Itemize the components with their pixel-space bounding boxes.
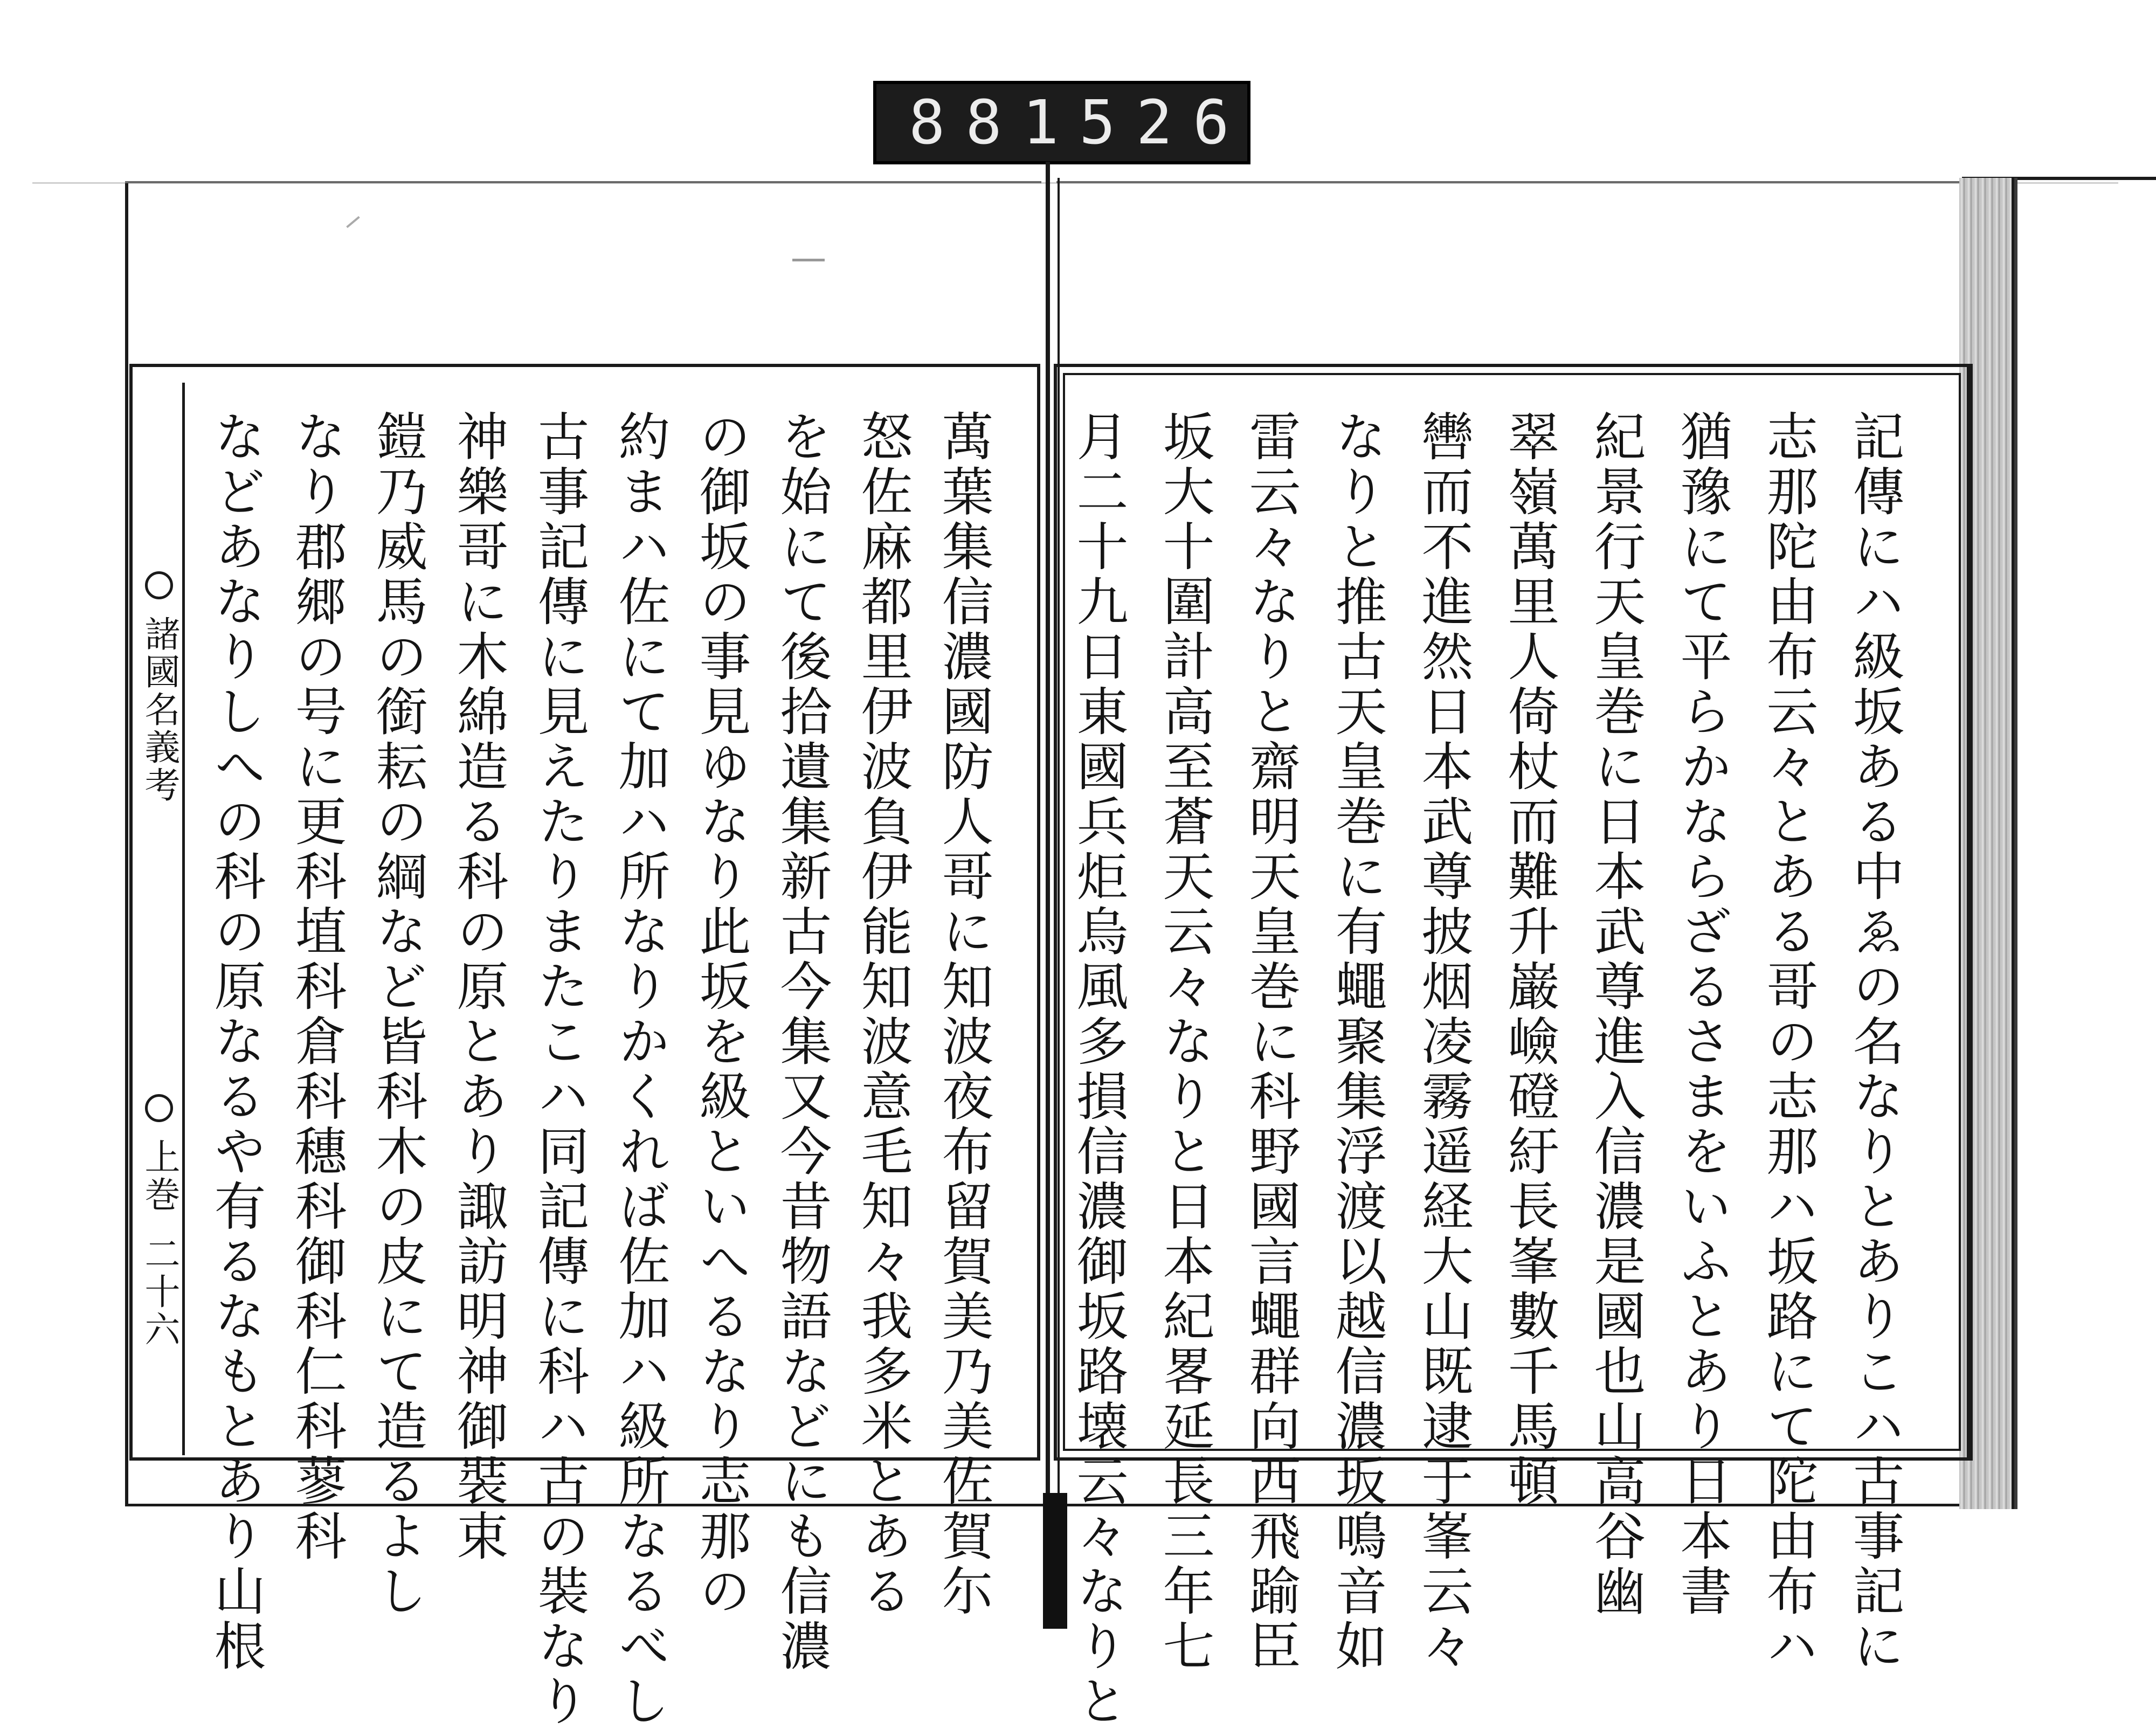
right-column-5: 翠嶺萬里人倚杖而難升巌嶮磴紆長峯數千馬頓: [1499, 410, 1560, 1509]
scan-speck: [792, 259, 825, 261]
margin-volume-block: [137, 1094, 181, 1348]
left-margin-divider: [182, 383, 185, 1455]
spine-line: [1046, 162, 1050, 1628]
right-frame-outer-rule: [1970, 364, 1973, 1461]
left-column-5: 約まハ佐にて加ハ所なりかくれば佐加ハ級所なるべし: [610, 410, 671, 1729]
right-column-4: 紀景行天皇巻に日本武尊進入信濃是國也山高谷幽: [1586, 410, 1646, 1619]
left-column-4: の御坂の事見ゆなり此坂を級といへるなり志那の: [691, 410, 751, 1619]
left-column-2: 怒佐麻都里伊波負伊能知波意毛知々我多米とある: [853, 410, 913, 1619]
left-column-1: 萬葉集信濃國防人哥に知波夜布留賀美乃美佐賀尓: [934, 410, 994, 1619]
spine-binding-block: [1043, 1493, 1067, 1629]
catalog-stamp: [873, 81, 1250, 164]
left-column-9: なり郡郷の号に更科埴科倉科穗科御科仁科蓼科: [287, 410, 347, 1564]
margin-title: 諸國名義考: [139, 615, 180, 804]
right-column-2: 志那陀由布云々とある哥の志那ハ坂路にて陀由布ハ: [1758, 410, 1819, 1674]
stamp-right-number: 526: [1079, 87, 1250, 158]
left-column-7: 神樂哥に木綿造る科の原とあり諏訪明神御裝束: [448, 410, 509, 1564]
right-column-3: 猶豫にて平らかならざるさまをいふとあり日本書: [1672, 410, 1732, 1619]
right-column-9: 坂大十圍計高至蒼天云々なりと日本紀畧延長三年七: [1155, 410, 1215, 1674]
left-column-3: を始にて後拾遺集新古今集又今昔物語などにも信濃: [772, 410, 832, 1674]
left-page-top-line: [125, 181, 1041, 183]
right-column-1: 記傳にハ級坂ある中ゑの名なりとありこハ古事記に: [1844, 410, 1905, 1674]
margin-title-block: [137, 571, 181, 804]
right-column-10: 月二十九日東國兵炬烏風多損信濃御坂路壊云々なりと: [1068, 410, 1129, 1729]
left-column-8: 鎧乃威馬の銜耘の綱など皆科木の皮にて造るよし: [368, 410, 428, 1619]
right-column-7: なりと推古天皇巻に有蠅聚集浮渡以越信濃坂鳴音如: [1327, 410, 1387, 1674]
circle-mark: [145, 1094, 173, 1122]
left-page-outer-edge: [125, 183, 128, 1504]
left-column-10: などあなりしへの科の原なるや有るなもとあり山根: [206, 410, 266, 1674]
right-column-6: 轡而不進然日本武尊披烟凌霧遥経大山既逮于峯云々: [1413, 410, 1474, 1674]
right-page-top-line: [1056, 181, 1962, 183]
left-column-6: 古事記傳に見えたりまたこハ同記傳に科ハ古の裝なり: [529, 410, 590, 1729]
circle-mark: [145, 571, 173, 599]
stamp-left-number: 881: [909, 87, 1080, 158]
margin-page-number: 二十六: [139, 1235, 180, 1348]
right-tab-vertical: [2012, 178, 2014, 1509]
margin-volume: 上巻: [139, 1138, 180, 1214]
scan-speck: [346, 216, 360, 228]
right-column-8: 雷云々なりと齋明天皇巻に科野國言蠅群向西飛踰臣: [1241, 410, 1301, 1674]
